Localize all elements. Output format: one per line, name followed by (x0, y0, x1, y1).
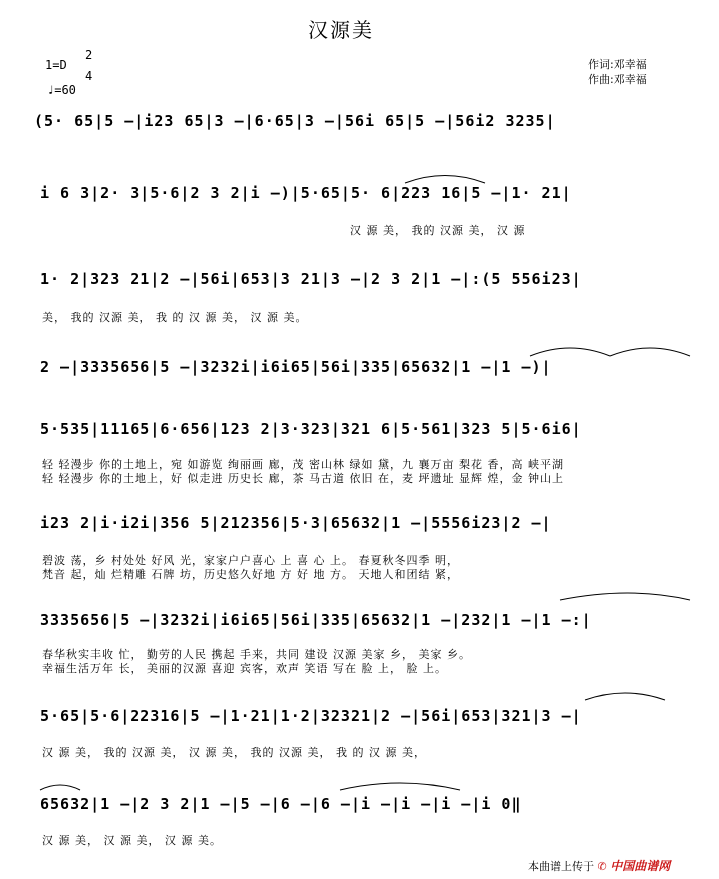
key-signature: 1=D (45, 58, 67, 72)
notation-line-1: (5· 65|5 —|i23 65|3 —|6·65|3 —|56i 65|5 —|56i2 3235| (34, 112, 556, 130)
notation-line-3: 1· 2|323 21|2 —|56i|653|3 21|3 —|2 3 2|1 —|:(5 556i23| (40, 270, 582, 288)
site-brand[interactable]: 中国曲谱网 (610, 859, 671, 873)
notation-line-6: i23 2|i·i2i|356 5|212356|5·3|65632|1 —|5556i23|2 —| (40, 514, 552, 532)
lyric-line-6a: 碧波 荡，乡 村处处 好风 光，家家户户喜心 上 喜 心 上。 春夏秋冬四季 明， (42, 554, 459, 567)
footer-upload-note (528, 857, 670, 874)
score-title: 汉源美 (308, 18, 374, 42)
composer-credit: 作曲:邓幸福 (588, 73, 647, 86)
time-signature-bottom: 4 (85, 69, 93, 83)
lyric-line-9: 汉 源 美， 汉 源 美， 汉 源 美。 (42, 834, 222, 847)
lyricist-credit: 作词:邓幸福 (588, 58, 647, 71)
lyric-line-7a: 春华秋实丰收 忙， 勤劳的人民 携起 手来，共同 建设 汉源 美家 乡， 美家 乡。 (42, 648, 471, 661)
notation-line-9: 65632|1 —|2 3 2|1 —|5 —|6 —|6 —|i —|i —|i —|i 0‖ (40, 795, 522, 813)
notation-line-8: 5·65|5·6|22316|5 —|1·21|1·2|32321|2 —|56i|653|321|3 —| (40, 707, 582, 725)
lyric-line-7b: 幸福生活万年 长， 美丽的汉源 喜迎 宾客，欢声 笑语 写在 脸 上， 脸 上。 (42, 662, 447, 675)
tempo-marking: ♩=60 (47, 83, 76, 97)
notation-line-7: 3335656|5 —|3232i|i6i65|56i|335|65632|1 —|232|1 —|1 —:| (40, 611, 592, 629)
site-logo-icon: ✆ (597, 860, 607, 873)
notation-line-2: i 6 3|2· 3|5·6|2 3 2|i —)|5·65|5· 6|223 16|5 —|1· 21| (40, 184, 572, 202)
notation-line-4: 2 —|3335656|5 —|3232i|i6i65|56i|335|65632|1 —|1 —)| (40, 358, 552, 376)
time-signature-top: 2 (85, 48, 93, 62)
lyric-line-6b: 梵音 起，灿 烂精雕 石牌 坊，历史悠久好地 方 好 地 方。 天地人和团结 紧， (42, 568, 459, 581)
footer-text: 本曲谱上传于 (528, 860, 594, 873)
lyric-line-8: 汉 源 美， 我的 汉源 美， 汉 源 美， 我的 汉源 美， 我 的 汉 源 美， (42, 746, 426, 759)
lyric-line-3: 美， 我的 汉源 美， 我 的 汉 源 美， 汉 源 美。 (42, 311, 308, 324)
notation-line-5: 5·535|11165|6·656|123 2|3·323|321 6|5·561|323 5|5·6i6| (40, 420, 582, 438)
lyric-line-5a: 轻 轻漫步 你的土地上，宛 如游览 绚丽画 廊，茂 密山林 绿如 黛，九 襄万亩 梨花 香，高 峡平湖 (42, 458, 564, 471)
lyric-line-2: 汉 源 美， 我的 汉源 美， 汉 源 (350, 224, 526, 237)
lyric-line-5b: 轻 轻漫步 你的土地上，好 似走进 历史长 廊，茶 马古道 依旧 在，麦 坪遗址 显辉 煌，金 钟山上 (42, 472, 564, 485)
